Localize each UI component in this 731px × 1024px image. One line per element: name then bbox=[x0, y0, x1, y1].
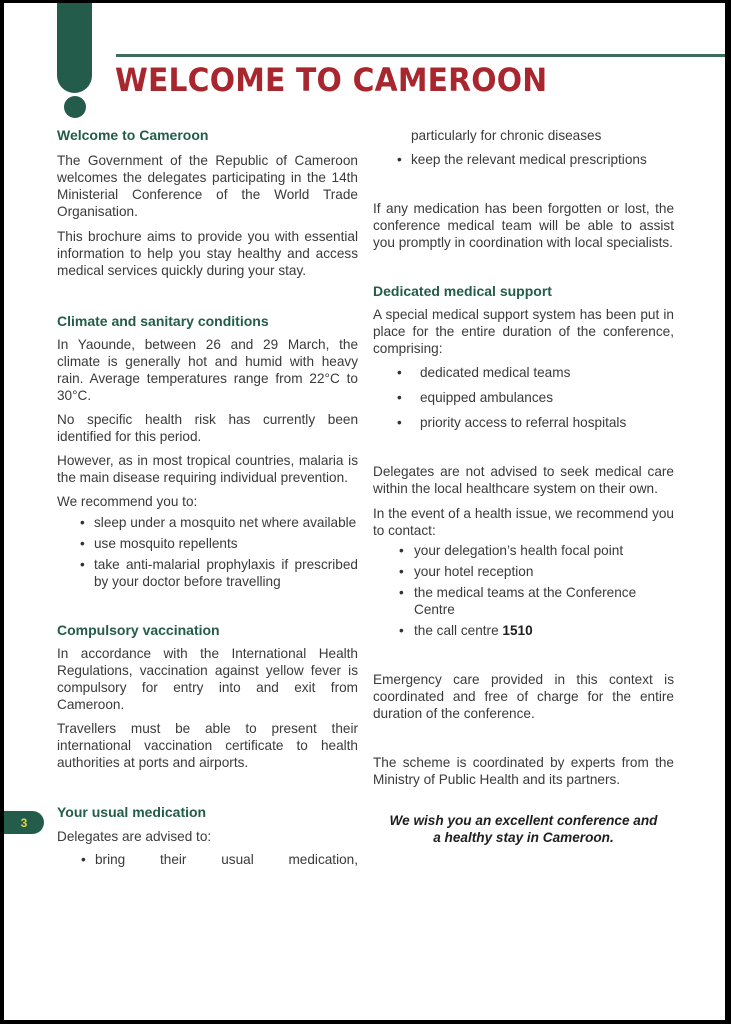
section-heading: Your usual medication bbox=[57, 804, 207, 820]
section-heading: Welcome to Cameroon bbox=[57, 127, 209, 143]
contact-list bbox=[373, 542, 674, 639]
paragraph: Travellers must be able to present their international vaccination certificate to health authorities at ports and airports. bbox=[57, 721, 358, 770]
page-number: 3 bbox=[20, 815, 28, 830]
list-item: • keep the relevant medical prescriptions bbox=[373, 151, 674, 168]
bullet-list bbox=[57, 851, 358, 868]
section-heading: Climate and sanitary conditions bbox=[57, 313, 269, 329]
list-item: • use mosquito repellents bbox=[57, 535, 358, 552]
section-heading: Compulsory vaccination bbox=[57, 622, 220, 638]
section-climate bbox=[57, 312, 358, 590]
paragraph: No specific health risk has currently been identified for this period. bbox=[57, 412, 358, 444]
paragraph: A special medical support system has been put in place for the entire duration of the conference, comprising: bbox=[373, 307, 674, 356]
list-item: • your delegation’s health focal point bbox=[373, 542, 674, 559]
list-item: • bring their usual medication, bbox=[57, 851, 358, 868]
exclamation-dot-icon bbox=[64, 96, 86, 118]
left-column bbox=[57, 126, 358, 868]
paragraph: In Yaounde, between 26 and 29 March, the climate is generally hot and humid with heavy rain. Average temperatures range from 22°C to 30°C. bbox=[57, 337, 358, 403]
call-centre-number: 1510 bbox=[502, 623, 533, 638]
paragraph: In accordance with the International Health Regulations, vaccination against yellow fever is compulsory for entry into and exit from Cameroon. bbox=[57, 646, 358, 712]
paragraph: However, as in most tropical countries, malaria is the main disease requiring individual prevention. bbox=[57, 453, 358, 485]
right-column bbox=[373, 126, 674, 846]
exclamation-bar-icon bbox=[57, 3, 92, 93]
paragraph: Delegates are not advised to seek medical care within the local healthcare system on their own. bbox=[373, 464, 674, 496]
paragraph: The Government of the Republic of Cameroon welcomes the delegates participating in the 14th Ministerial Conference of the World Trade Organisation. bbox=[57, 153, 358, 219]
closing-line: a healthy stay in Cameroon. bbox=[433, 830, 614, 845]
paragraph: particularly for chronic diseases bbox=[411, 128, 602, 143]
paragraph: In the event of a health issue, we recommend you to contact: bbox=[373, 506, 674, 538]
page-number-tab bbox=[4, 811, 44, 834]
section-heading: Dedicated medical support bbox=[373, 283, 552, 299]
paragraph: This brochure aims to provide you with essential information to help you stay healthy and access medical services quickly during your stay. bbox=[57, 229, 358, 278]
bullet-list bbox=[57, 514, 358, 590]
paragraph: Emergency care provided in this context is coordinated and free of charge for the entire duration of the conference. bbox=[373, 672, 674, 721]
list-item: • priority access to referral hospitals bbox=[373, 414, 674, 431]
section-welcome bbox=[57, 126, 358, 279]
page-title: WELCOME TO CAMEROON bbox=[115, 61, 548, 99]
bullet-list bbox=[373, 151, 674, 168]
paragraph: We recommend you to: bbox=[57, 494, 198, 509]
list-item: • sleep under a mosquito net where available bbox=[57, 514, 358, 531]
paragraph: If any medication has been forgotten or lost, the conference medical team will be able to assist you promptly in coordination with local specialists. bbox=[373, 201, 674, 250]
list-item: • your hotel reception bbox=[373, 563, 674, 580]
list-item: • dedicated medical teams bbox=[373, 364, 674, 381]
brochure-page bbox=[4, 3, 725, 1020]
section-medication bbox=[57, 803, 358, 868]
list-item: • equipped ambulances bbox=[373, 389, 674, 406]
paragraph: Delegates are advised to: bbox=[57, 829, 212, 844]
paragraph: The scheme is coordinated by experts from the Ministry of Public Health and its partners. bbox=[373, 755, 674, 787]
section-vaccination bbox=[57, 621, 358, 771]
header-divider bbox=[116, 54, 725, 57]
closing-line: We wish you an excellent conference and bbox=[389, 813, 658, 828]
list-item: • the medical teams at the Conference Centre bbox=[373, 584, 674, 618]
call-centre-label: the call centre bbox=[414, 623, 503, 638]
section-medication-continued bbox=[373, 127, 674, 251]
list-item-call-centre bbox=[373, 622, 674, 639]
section-medical-support bbox=[373, 282, 674, 788]
closing-message bbox=[373, 812, 674, 846]
list-item: • take anti-malarial prophylaxis if prescribed by your doctor before travelling bbox=[57, 556, 358, 590]
bullet-list bbox=[373, 364, 674, 431]
